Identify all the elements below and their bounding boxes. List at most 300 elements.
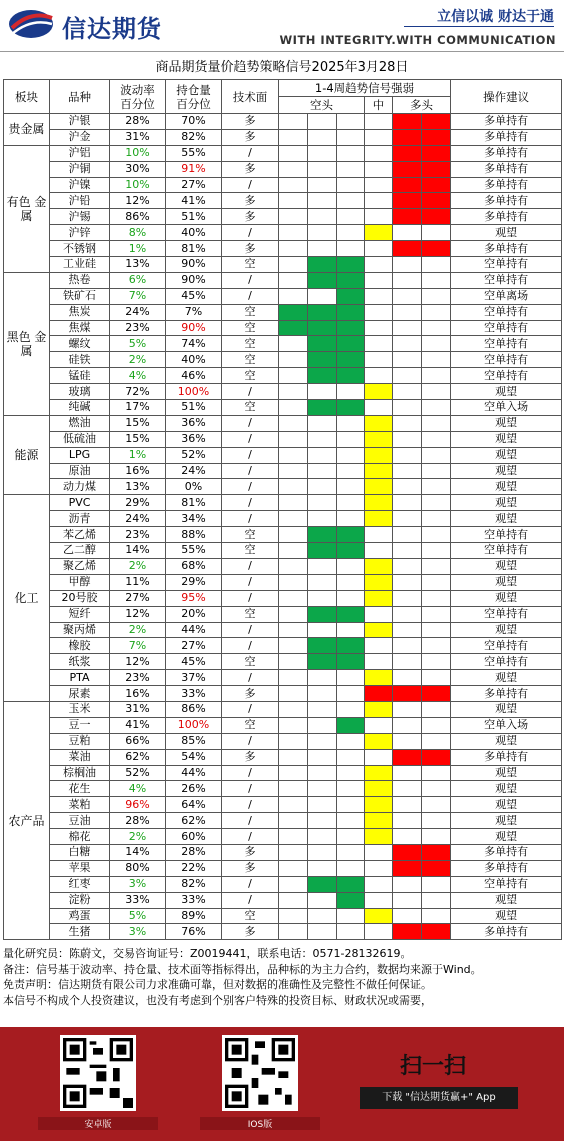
open-interest-cell: 88%: [166, 527, 222, 543]
volatility-cell: 2%: [110, 622, 166, 638]
signal-cell: [279, 574, 308, 590]
signal-cell: [279, 288, 308, 304]
advice-cell: 空单持有: [451, 543, 562, 559]
table-row: [4, 479, 562, 495]
signal-cell: [279, 225, 308, 241]
table-row: [4, 431, 562, 447]
disclaimer-line: 免责声明：信达期货有限公司力求准确可靠，但对数据的准确性及完整性不做任何保证。: [3, 978, 432, 991]
technical-cell: /: [222, 463, 279, 479]
volatility-cell: 12%: [110, 193, 166, 209]
variety-cell: 豆油: [50, 813, 110, 829]
signal-cell: [279, 368, 308, 384]
signal-cell: [393, 336, 422, 352]
signal-cell: [337, 797, 365, 813]
technical-cell: 多: [222, 114, 279, 130]
variety-cell: 燃油: [50, 415, 110, 431]
table-row: [4, 543, 562, 559]
signal-cell: [337, 670, 365, 686]
advice-cell: 观望: [451, 225, 562, 241]
signal-cell: [308, 686, 337, 702]
technical-cell: 空: [222, 400, 279, 416]
signal-cell: [393, 177, 422, 193]
signal-cell: [308, 924, 337, 940]
sector-cell: 能源: [4, 415, 50, 494]
advice-cell: 观望: [451, 415, 562, 431]
company-name: 信达期货: [62, 15, 162, 43]
signal-cell: [365, 304, 393, 320]
signal-cell: [365, 733, 393, 749]
technical-cell: 空: [222, 543, 279, 559]
technical-cell: /: [222, 622, 279, 638]
signal-cell: [337, 654, 365, 670]
table-row: [4, 701, 562, 717]
signal-cell: [393, 527, 422, 543]
signal-cell: [279, 129, 308, 145]
open-interest-cell: 91%: [166, 161, 222, 177]
table-row: [4, 829, 562, 845]
signal-cell: [422, 701, 451, 717]
advice-cell: 观望: [451, 622, 562, 638]
signal-cell: [422, 924, 451, 940]
signal-cell: [422, 749, 451, 765]
advice-cell: 空单离场: [451, 288, 562, 304]
volatility-cell: 4%: [110, 368, 166, 384]
signal-cell: [279, 272, 308, 288]
signal-cell: [422, 272, 451, 288]
signal-cell: [279, 908, 308, 924]
signal-cell: [337, 495, 365, 511]
variety-cell: 螺纹: [50, 336, 110, 352]
signal-cell: [422, 225, 451, 241]
technical-cell: 空: [222, 654, 279, 670]
signal-cell: [393, 225, 422, 241]
signal-cell: [422, 654, 451, 670]
technical-cell: /: [222, 288, 279, 304]
signal-cell: [365, 352, 393, 368]
col-volatility: 波动率 百分位: [110, 80, 166, 114]
volatility-cell: 1%: [110, 447, 166, 463]
open-interest-cell: 76%: [166, 924, 222, 940]
signal-cell: [365, 415, 393, 431]
table-row: [4, 114, 562, 130]
open-interest-cell: 74%: [166, 336, 222, 352]
variety-cell: 动力煤: [50, 479, 110, 495]
technical-cell: /: [222, 272, 279, 288]
signal-cell: [422, 733, 451, 749]
signal-cell: [337, 272, 365, 288]
signal-cell: [337, 257, 365, 273]
table-row: [4, 368, 562, 384]
table-row: [4, 892, 562, 908]
signal-cell: [422, 161, 451, 177]
slogan: 立信以诚 财达于通: [437, 9, 554, 25]
signal-cell: [279, 797, 308, 813]
signal-cell: [422, 574, 451, 590]
volatility-cell: 3%: [110, 876, 166, 892]
volatility-cell: 33%: [110, 892, 166, 908]
open-interest-cell: 24%: [166, 463, 222, 479]
signal-cell: [393, 686, 422, 702]
signal-cell: [337, 527, 365, 543]
advice-cell: 空单持有: [451, 320, 562, 336]
signal-cell: [365, 527, 393, 543]
technical-cell: 多: [222, 924, 279, 940]
variety-cell: 甲醇: [50, 574, 110, 590]
technical-cell: 空: [222, 717, 279, 733]
table-row: [4, 304, 562, 320]
volatility-cell: 2%: [110, 829, 166, 845]
signal-cell: [337, 511, 365, 527]
signal-cell: [393, 765, 422, 781]
signal-cell: [308, 431, 337, 447]
open-interest-cell: 7%: [166, 304, 222, 320]
signal-cell: [337, 209, 365, 225]
open-interest-cell: 46%: [166, 368, 222, 384]
volatility-cell: 8%: [110, 225, 166, 241]
open-interest-cell: 90%: [166, 272, 222, 288]
open-interest-cell: 45%: [166, 288, 222, 304]
signal-cell: [422, 527, 451, 543]
advice-cell: 空单持有: [451, 352, 562, 368]
footer-notes: [3, 946, 561, 1008]
signal-cell: [308, 241, 337, 257]
signal-cell: [308, 590, 337, 606]
open-interest-cell: 36%: [166, 415, 222, 431]
variety-cell: 沪锌: [50, 225, 110, 241]
volatility-cell: 23%: [110, 527, 166, 543]
signal-table: [3, 79, 562, 940]
open-interest-cell: 89%: [166, 908, 222, 924]
table-row: [4, 860, 562, 876]
signal-cell: [393, 860, 422, 876]
advice-cell: 多单持有: [451, 193, 562, 209]
variety-cell: 沪金: [50, 129, 110, 145]
signal-cell: [393, 590, 422, 606]
signal-cell: [337, 686, 365, 702]
signal-cell: [365, 543, 393, 559]
signal-cell: [422, 876, 451, 892]
open-interest-cell: 33%: [166, 892, 222, 908]
signal-cell: [422, 415, 451, 431]
technical-cell: /: [222, 558, 279, 574]
advice-cell: 观望: [451, 511, 562, 527]
signal-cell: [337, 479, 365, 495]
open-interest-cell: 86%: [166, 701, 222, 717]
signal-cell: [365, 400, 393, 416]
advice-cell: 观望: [451, 431, 562, 447]
variety-cell: 菜油: [50, 749, 110, 765]
signal-cell: [337, 749, 365, 765]
signal-cell: [279, 876, 308, 892]
signal-cell: [337, 908, 365, 924]
volatility-cell: 12%: [110, 654, 166, 670]
variety-cell: 沪镍: [50, 177, 110, 193]
open-interest-cell: 0%: [166, 479, 222, 495]
open-interest-cell: 54%: [166, 749, 222, 765]
open-interest-cell: 20%: [166, 606, 222, 622]
signal-cell: [365, 924, 393, 940]
advice-cell: 空单持有: [451, 876, 562, 892]
volatility-cell: 10%: [110, 177, 166, 193]
advice-cell: 观望: [451, 574, 562, 590]
signal-cell: [337, 304, 365, 320]
header: [0, 0, 564, 52]
signal-cell: [365, 177, 393, 193]
table-row: [4, 527, 562, 543]
technical-cell: 多: [222, 161, 279, 177]
volatility-cell: 1%: [110, 241, 166, 257]
technical-cell: /: [222, 447, 279, 463]
table-row: [4, 352, 562, 368]
signal-cell: [337, 860, 365, 876]
signal-cell: [279, 590, 308, 606]
signal-cell: [393, 288, 422, 304]
slogan-divider: [404, 26, 554, 27]
company-logo-icon: [6, 6, 56, 42]
col-short: 空头: [279, 97, 365, 114]
open-interest-cell: 33%: [166, 686, 222, 702]
signal-cell: [365, 336, 393, 352]
signal-cell: [365, 368, 393, 384]
col-neutral: 中: [365, 97, 393, 114]
signal-cell: [337, 463, 365, 479]
variety-cell: 沪铝: [50, 145, 110, 161]
signal-cell: [337, 384, 365, 400]
signal-cell: [308, 209, 337, 225]
signal-cell: [308, 114, 337, 130]
signal-cell: [365, 209, 393, 225]
signal-cell: [422, 908, 451, 924]
signal-cell: [365, 829, 393, 845]
signal-cell: [365, 638, 393, 654]
signal-cell: [279, 527, 308, 543]
signal-cell: [279, 813, 308, 829]
table-row: [4, 241, 562, 257]
signal-cell: [279, 415, 308, 431]
signal-cell: [393, 654, 422, 670]
technical-cell: /: [222, 225, 279, 241]
signal-cell: [422, 511, 451, 527]
signal-cell: [337, 717, 365, 733]
volatility-cell: 30%: [110, 161, 166, 177]
technical-cell: /: [222, 415, 279, 431]
table-row: [4, 225, 562, 241]
advice-cell: 多单持有: [451, 241, 562, 257]
signal-cell: [337, 924, 365, 940]
signal-cell: [308, 352, 337, 368]
advice-cell: 空单持有: [451, 304, 562, 320]
volatility-cell: 62%: [110, 749, 166, 765]
variety-cell: 淀粉: [50, 892, 110, 908]
signal-cell: [279, 161, 308, 177]
advice-cell: 多单持有: [451, 209, 562, 225]
signal-cell: [422, 257, 451, 273]
signal-cell: [337, 336, 365, 352]
signal-cell: [365, 813, 393, 829]
advice-cell: 观望: [451, 479, 562, 495]
advice-cell: 观望: [451, 495, 562, 511]
signal-cell: [279, 829, 308, 845]
advice-cell: 观望: [451, 908, 562, 924]
signal-cell: [365, 320, 393, 336]
table-row: [4, 654, 562, 670]
advice-cell: 观望: [451, 781, 562, 797]
signal-cell: [393, 733, 422, 749]
signal-cell: [365, 892, 393, 908]
table-row: [4, 193, 562, 209]
advice-cell: 观望: [451, 447, 562, 463]
signal-cell: [365, 479, 393, 495]
signal-cell: [279, 114, 308, 130]
signal-cell: [308, 892, 337, 908]
open-interest-cell: 40%: [166, 225, 222, 241]
ios-label: IOS版: [200, 1117, 320, 1130]
open-interest-cell: 90%: [166, 257, 222, 273]
technical-cell: /: [222, 638, 279, 654]
signal-cell: [279, 701, 308, 717]
signal-cell: [365, 225, 393, 241]
researcher-line: 量化研究员：陈蔚文，交易咨询证号：Z0019441，联系电话：0571-28132619。: [3, 947, 412, 960]
signal-cell: [393, 431, 422, 447]
signal-cell: [308, 225, 337, 241]
advice-cell: 多单持有: [451, 129, 562, 145]
signal-cell: [422, 606, 451, 622]
advice-cell: 空单持有: [451, 336, 562, 352]
variety-cell: 锰硅: [50, 368, 110, 384]
signal-cell: [365, 717, 393, 733]
signal-cell: [308, 257, 337, 273]
technical-cell: /: [222, 813, 279, 829]
volatility-cell: 24%: [110, 304, 166, 320]
table-row: [4, 781, 562, 797]
variety-cell: 焦炭: [50, 304, 110, 320]
table-row: [4, 161, 562, 177]
signal-cell: [308, 797, 337, 813]
variety-cell: 豆一: [50, 717, 110, 733]
table-row: [4, 908, 562, 924]
open-interest-cell: 90%: [166, 320, 222, 336]
signal-cell: [308, 670, 337, 686]
open-interest-cell: 82%: [166, 129, 222, 145]
volatility-cell: 2%: [110, 558, 166, 574]
variety-cell: 沪铅: [50, 193, 110, 209]
signal-cell: [393, 543, 422, 559]
signal-cell: [308, 717, 337, 733]
signal-cell: [337, 177, 365, 193]
signal-cell: [393, 717, 422, 733]
signal-cell: [279, 304, 308, 320]
signal-cell: [365, 908, 393, 924]
signal-cell: [308, 543, 337, 559]
signal-cell: [308, 145, 337, 161]
variety-cell: 热卷: [50, 272, 110, 288]
technical-cell: /: [222, 177, 279, 193]
signal-cell: [308, 495, 337, 511]
table-row: [4, 622, 562, 638]
volatility-cell: 14%: [110, 543, 166, 559]
signal-cell: [422, 813, 451, 829]
table-row: [4, 733, 562, 749]
download-app-button[interactable]: 下载 "信达期货赢+" App: [360, 1087, 518, 1109]
signal-cell: [279, 495, 308, 511]
signal-cell: [279, 924, 308, 940]
variety-cell: 橡胶: [50, 638, 110, 654]
table-row: [4, 574, 562, 590]
open-interest-cell: 55%: [166, 543, 222, 559]
volatility-cell: 72%: [110, 384, 166, 400]
open-interest-cell: 51%: [166, 209, 222, 225]
signal-cell: [279, 479, 308, 495]
table-row: [4, 447, 562, 463]
open-interest-cell: 62%: [166, 813, 222, 829]
variety-cell: 沪铜: [50, 161, 110, 177]
signal-cell: [422, 892, 451, 908]
open-interest-cell: 28%: [166, 844, 222, 860]
signal-cell: [365, 129, 393, 145]
signal-cell: [393, 622, 422, 638]
advice-cell: 观望: [451, 733, 562, 749]
signal-cell: [337, 288, 365, 304]
signal-cell: [337, 431, 365, 447]
col-open-interest: 持仓量 百分位: [166, 80, 222, 114]
signal-cell: [279, 257, 308, 273]
signal-cell: [365, 463, 393, 479]
open-interest-cell: 85%: [166, 733, 222, 749]
advice-cell: 空单持有: [451, 638, 562, 654]
disclaimer-line-2: 本信号不构成个人投资建议，也没有考虑到个别客户特殊的投资目标、财政状况或需要，: [3, 993, 432, 1007]
open-interest-cell: 29%: [166, 574, 222, 590]
volatility-cell: 15%: [110, 431, 166, 447]
signal-cell: [279, 558, 308, 574]
signal-cell: [279, 352, 308, 368]
table-row: [4, 320, 562, 336]
advice-cell: 空单持有: [451, 527, 562, 543]
open-interest-cell: 40%: [166, 352, 222, 368]
signal-cell: [365, 114, 393, 130]
advice-cell: 观望: [451, 701, 562, 717]
signal-cell: [337, 145, 365, 161]
signal-cell: [279, 177, 308, 193]
table-row: [4, 638, 562, 654]
signal-cell: [422, 797, 451, 813]
variety-cell: 聚乙烯: [50, 558, 110, 574]
sector-cell: 有色 金属: [4, 145, 50, 272]
table-row: [4, 558, 562, 574]
advice-cell: 观望: [451, 829, 562, 845]
signal-cell: [279, 336, 308, 352]
signal-cell: [422, 352, 451, 368]
signal-cell: [393, 161, 422, 177]
open-interest-cell: 55%: [166, 145, 222, 161]
variety-cell: LPG: [50, 447, 110, 463]
open-interest-cell: 36%: [166, 431, 222, 447]
variety-cell: 纸浆: [50, 654, 110, 670]
volatility-cell: 28%: [110, 813, 166, 829]
technical-cell: 空: [222, 320, 279, 336]
signal-cell: [393, 781, 422, 797]
qr-ios-icon: [225, 1038, 295, 1108]
signal-cell: [422, 288, 451, 304]
variety-cell: 原油: [50, 463, 110, 479]
variety-cell: 玉米: [50, 701, 110, 717]
signal-cell: [422, 209, 451, 225]
technical-cell: /: [222, 829, 279, 845]
advice-cell: 多单持有: [451, 161, 562, 177]
signal-cell: [365, 511, 393, 527]
signal-cell: [365, 876, 393, 892]
signal-cell: [279, 463, 308, 479]
signal-cell: [393, 749, 422, 765]
